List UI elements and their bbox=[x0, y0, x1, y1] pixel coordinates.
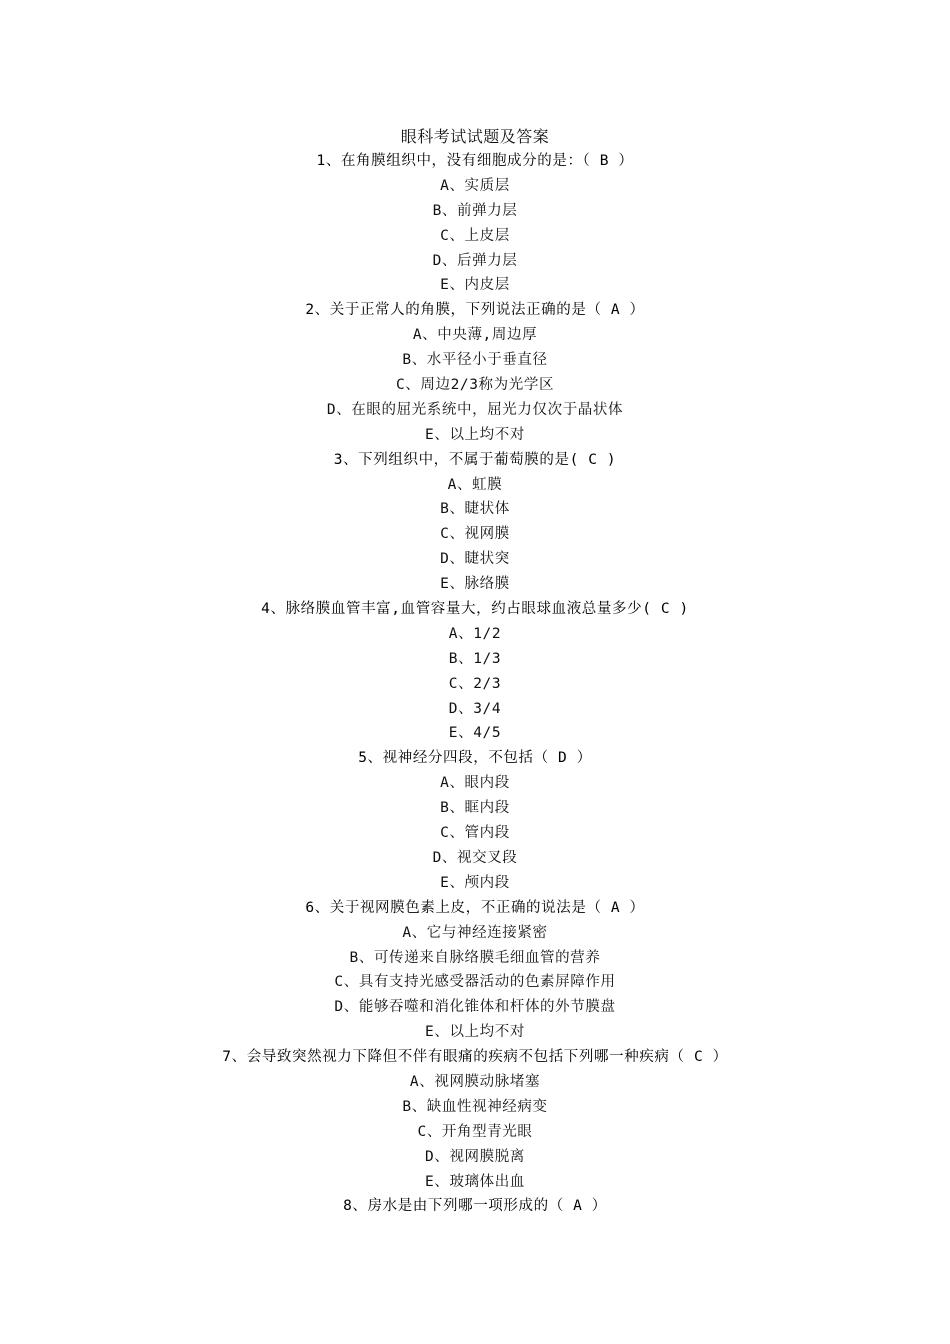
document-title: 眼科考试试题及答案 bbox=[400, 127, 550, 146]
answer-option: B、水平径小于垂直径 bbox=[402, 352, 548, 369]
question-stem: 8、房水是由下列哪一项形成的（ A ） bbox=[343, 1198, 607, 1215]
answer-option: E、以上均不对 bbox=[425, 426, 525, 443]
answer-option: B、睫状体 bbox=[440, 501, 510, 518]
answer-option: E、以上均不对 bbox=[425, 1024, 525, 1041]
question-stem: 5、视神经分四段，不包括（ D ） bbox=[358, 750, 592, 767]
question-stem: 1、在角膜组织中，没有细胞成分的是：（ B ） bbox=[316, 153, 634, 169]
answer-option: D、视交叉段 bbox=[432, 849, 518, 866]
answer-option: D、3/4 bbox=[448, 700, 502, 717]
question-stem: 7、会导致突然视力下降但不伴有眼痛的疾病不包括下列哪一种疾病（ C ） bbox=[222, 1049, 728, 1066]
answer-option: D、能够吞噬和消化锥体和杆体的外节膜盘 bbox=[334, 999, 616, 1016]
answer-option: D、视网膜脱离 bbox=[425, 1148, 525, 1165]
answer-option: B、可传递来自脉络膜毛细血管的营养 bbox=[349, 949, 601, 966]
answer-option: D、后弹力层 bbox=[432, 252, 518, 269]
answer-option: C、上皮层 bbox=[440, 227, 510, 244]
answer-option: A、1/2 bbox=[448, 625, 502, 642]
answer-option: C、视网膜 bbox=[440, 526, 510, 543]
answer-option: C、管内段 bbox=[440, 825, 510, 842]
question-stem: 3、下列组织中，不属于葡萄膜的是( C ) bbox=[333, 451, 617, 468]
answer-option: E、玻璃体出血 bbox=[425, 1173, 525, 1190]
answer-option: D、睫状突 bbox=[440, 551, 510, 568]
answer-option: E、4/5 bbox=[448, 725, 502, 742]
answer-option: B、眶内段 bbox=[440, 800, 510, 817]
answer-option: A、它与神经连接紧密 bbox=[402, 924, 548, 941]
answer-option: B、1/3 bbox=[448, 650, 502, 667]
answer-option: B、前弹力层 bbox=[432, 202, 518, 219]
answer-option: E、内皮层 bbox=[440, 277, 510, 294]
question-stem: 2、关于正常人的角膜，下列说法正确的是（ A ） bbox=[305, 302, 645, 319]
question-list bbox=[0, 149, 950, 1219]
answer-option: C、2/3 bbox=[448, 675, 502, 692]
answer-option: C、开角型青光眼 bbox=[417, 1123, 533, 1140]
answer-option: A、实质层 bbox=[440, 177, 510, 194]
answer-option: E、颅内段 bbox=[440, 874, 510, 891]
answer-option: C、周边2/3称为光学区 bbox=[395, 377, 555, 394]
answer-option: A、中央薄,周边厚 bbox=[412, 327, 538, 344]
answer-option: C、具有支持光感受器活动的色素屏障作用 bbox=[334, 974, 616, 991]
answer-option: E、脉络膜 bbox=[440, 576, 510, 593]
answer-option: A、虹膜 bbox=[447, 476, 503, 493]
question-stem: 6、关于视网膜色素上皮，不正确的说法是（ A ） bbox=[305, 899, 645, 916]
answer-option: A、眼内段 bbox=[440, 775, 510, 792]
question-stem: 4、脉络膜血管丰富,血管容量大，约占眼球血液总量多少( C ) bbox=[261, 601, 689, 618]
answer-option: B、缺血性视神经病变 bbox=[402, 1098, 548, 1115]
answer-option: A、视网膜动脉堵塞 bbox=[409, 1073, 541, 1090]
answer-option: D、在眼的屈光系统中，屈光力仅次于晶状体 bbox=[326, 401, 624, 418]
